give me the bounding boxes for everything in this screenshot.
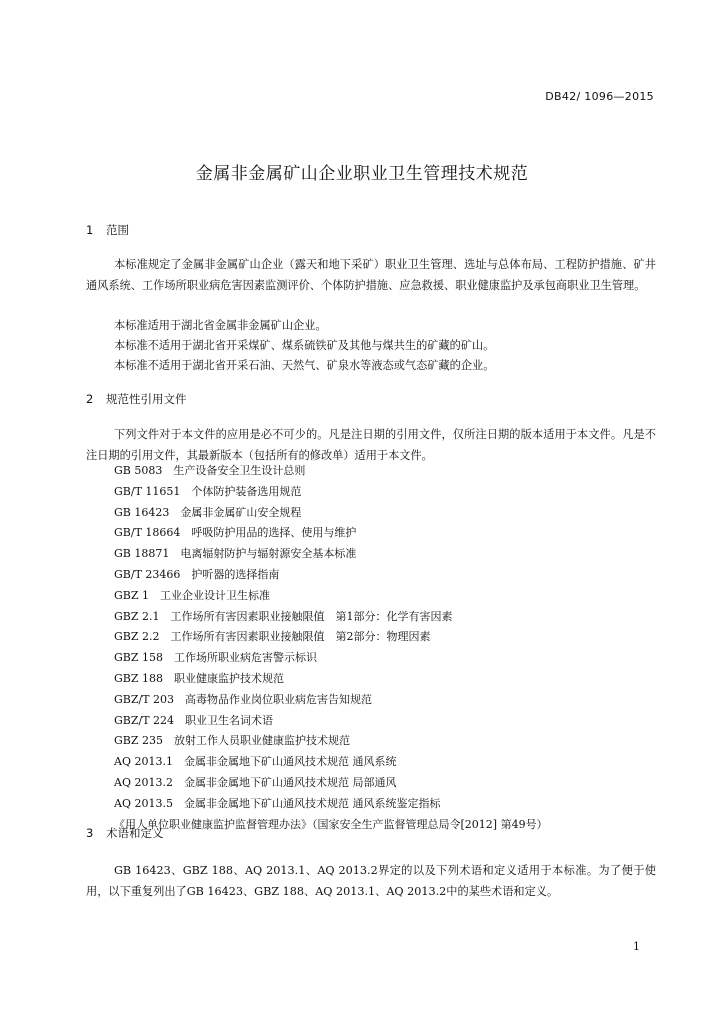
reference-item: GBZ 235 放射工作人员职业健康监护技术规范	[114, 734, 351, 748]
reference-item: GBZ/T 224 职业卫生名词术语	[114, 713, 274, 727]
standard-number: DB42/ 1096—2015	[545, 90, 654, 103]
section-title: 术语和定义	[106, 826, 164, 840]
document-title: 金属非金属矿山企业职业卫生管理技术规范	[195, 164, 529, 184]
reference-item: AQ 2013.2 金属非金属地下矿山通风技术规范 局部通风	[114, 775, 397, 789]
section-number: 1	[86, 223, 94, 237]
reference-item: AQ 2013.1 金属非金属地下矿山通风技术规范 通风系统	[114, 755, 397, 769]
paragraph: 下列文件对于本文件的应用是必不可少的。凡是注日期的引用文件，仅所注日期的版本适用于本文件。凡是不注日期的引用文件，其最新版本（包括所有的修改单）适用于本文件。	[86, 428, 656, 462]
paragraph: 本标准不适用于湖北省开采石油、天然气、矿泉水等液态或气态矿藏的企业。	[114, 359, 495, 372]
reference-item: GBZ 158 工作场所职业病危害警示标识	[114, 651, 318, 665]
section-2-heading	[86, 391, 187, 407]
section-title: 范围	[106, 223, 129, 237]
paragraph: 本标准规定了金属非金属矿山企业（露天和地下采矿）职业卫生管理、选址与总体布局、工程防护措施、矿井通风系统、工作场所职业病危害因素监测评价、个体防护措施、应急救援、职业健康监护及承包商职业卫生管理。	[86, 258, 656, 292]
reference-item: GB/T 23466 护听器的选择指南	[114, 567, 280, 581]
reference-list	[114, 461, 548, 835]
section-title: 规范性引用文件	[106, 392, 187, 406]
reference-item: GBZ 2.1 工作场所有害因素职业接触限值 第1部分：化学有害因素	[114, 609, 453, 623]
reference-item: GB/T 18664 呼吸防护用品的选择、使用与维护	[114, 526, 357, 540]
reference-item: GB/T 11651 个体防护装备选用规范	[114, 484, 302, 498]
paragraph: 本标准适用于湖北省金属非金属矿山企业。	[114, 319, 327, 332]
reference-item: GB 16423 金属非金属矿山安全规程	[114, 505, 302, 519]
section-3-heading	[86, 825, 164, 841]
reference-item: GB 18871 电离辐射防护与辐射源安全基本标准	[114, 547, 357, 561]
reference-item: GB 5083 生产设备安全卫生设计总则	[114, 464, 306, 477]
reference-item: GBZ 188 职业健康监护技术规范	[114, 671, 285, 685]
page-number: 1	[633, 940, 640, 953]
reference-item: 《用人单位职业健康监护监督管理办法》（国家安全生产监督管理总局令[2012] 第49号）	[114, 817, 548, 831]
section-1-heading	[86, 222, 129, 238]
reference-item: GBZ 1 工业企业设计卫生标准	[114, 588, 271, 602]
reference-item: AQ 2013.5 金属非金属地下矿山通风技术规范 通风系统鉴定指标	[114, 796, 441, 810]
paragraph: 本标准不适用于湖北省开采煤矿、煤系硫铁矿及其他与煤共生的矿藏的矿山。	[114, 339, 495, 352]
reference-item: GBZ 2.2 工作场所有害因素职业接触限值 第2部分：物理因素	[114, 630, 431, 644]
paragraph: GB 16423、GBZ 188、AQ 2013.1、AQ 2013.2界定的以及下列术语和定义适用于本标准。为了便于使用，以下重复列出了GB 16423、GBZ 188、AQ 2013.1、AQ 2013.2中的某些术语和定义。	[86, 864, 656, 898]
section-number: 3	[86, 826, 94, 840]
section-number: 2	[86, 392, 94, 406]
reference-item: GBZ/T 203 高毒物品作业岗位职业病危害告知规范	[114, 692, 373, 706]
